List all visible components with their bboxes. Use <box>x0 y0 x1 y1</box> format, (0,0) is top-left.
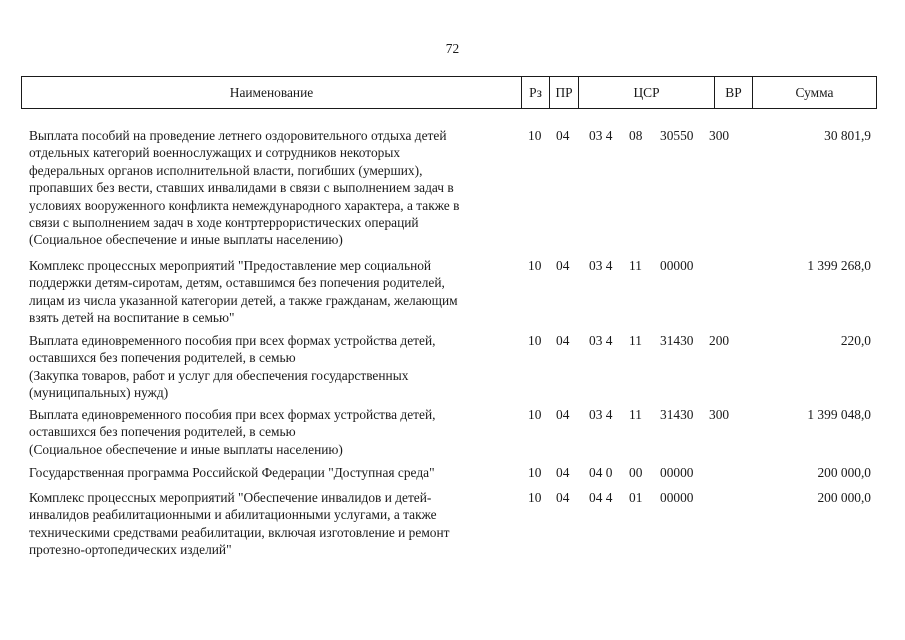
row-name-line: оставшихся без попечения родителей, в семью <box>29 424 296 440</box>
row-csr-sub: 11 <box>629 333 642 348</box>
header-rz: Рз <box>521 77 549 108</box>
row-pr: 04 <box>556 258 570 273</box>
row-name-line: протезно-ортопедических изделий" <box>29 542 232 558</box>
header-vr: ВР <box>714 77 752 108</box>
header-sum: Сумма <box>752 77 876 108</box>
table-row <box>0 257 905 327</box>
table-header <box>21 76 877 109</box>
row-csr-sub: 00 <box>629 465 643 480</box>
row-name-line: техническими средствами реабилитации, включая изготовление и ремонт <box>29 524 450 540</box>
row-rz: 10 <box>528 258 542 273</box>
row-sum: 30 801,9 <box>824 128 871 143</box>
row-rz: 10 <box>528 490 542 505</box>
row-vr: 300 <box>709 128 730 143</box>
table-row <box>0 127 905 249</box>
row-csr-code: 00000 <box>660 465 694 480</box>
row-name-line: инвалидов реабилитационными и абилитационными услугами, а также <box>29 507 437 523</box>
table-row <box>0 489 905 559</box>
row-name-line: (муниципальных) нужд) <box>29 385 169 401</box>
row-name-line: Комплекс процессных мероприятий "Предоставление мер социальной <box>29 258 432 273</box>
row-name-line: Выплата пособий на проведение летнего оздоровительного отдыха детей <box>29 128 447 143</box>
row-pr: 04 <box>556 128 570 143</box>
table-row <box>0 406 905 458</box>
row-sum: 1 399 268,0 <box>807 258 871 273</box>
row-pr: 04 <box>556 333 570 348</box>
row-name-line: федеральных органов исполнительной власти, погибших (умерших), <box>29 162 423 178</box>
row-name-line: условиях вооруженного конфликта немеждународного характера, а также в <box>29 197 460 213</box>
row-name <box>29 489 519 559</box>
row-sum: 220,0 <box>840 333 871 348</box>
row-name-line: (Закупка товаров, работ и услуг для обеспечения государственных <box>29 367 409 383</box>
row-name-line: поддержки детям-сиротам, детям, оставшимся без попечения родителей, <box>29 275 445 291</box>
row-name <box>29 464 519 481</box>
row-csr-sub: 08 <box>629 128 643 143</box>
row-csr-sub: 11 <box>629 407 642 422</box>
row-csr-program: 03 4 <box>589 407 613 422</box>
row-name-line: (Социальное обеспечение и иные выплаты населению) <box>29 232 343 248</box>
row-vr: 200 <box>709 333 730 348</box>
page-number: 72 <box>445 41 460 56</box>
row-vr: 300 <box>709 407 730 422</box>
row-name <box>29 127 519 249</box>
row-name-line: оставшихся без попечения родителей, в семью <box>29 350 296 366</box>
row-name-line: Комплекс процессных мероприятий "Обеспечение инвалидов и детей- <box>29 490 432 505</box>
row-csr-code: 00000 <box>660 258 694 273</box>
row-csr-code: 30550 <box>660 128 694 143</box>
row-name-line: лицам из числа указанной категории детей, а также гражданам, желающим <box>29 292 458 308</box>
row-sum: 1 399 048,0 <box>807 407 871 422</box>
row-name-line: Выплата единовременного пособия при всех формах устройства детей, <box>29 407 436 422</box>
row-csr-code: 31430 <box>660 333 694 348</box>
row-csr-program: 03 4 <box>589 258 613 273</box>
row-name-line: (Социальное обеспечение и иные выплаты населению) <box>29 441 343 457</box>
row-name <box>29 332 519 402</box>
row-sum: 200 000,0 <box>817 490 871 505</box>
row-rz: 10 <box>528 128 542 143</box>
row-pr: 04 <box>556 465 570 480</box>
row-csr-program: 03 4 <box>589 128 613 143</box>
row-csr-code: 00000 <box>660 490 694 505</box>
row-name-line: связи с выполнением задач в ходе контртеррористических операций <box>29 215 419 231</box>
table-row <box>0 464 905 481</box>
row-csr-program: 03 4 <box>589 333 613 348</box>
row-name <box>29 257 519 327</box>
row-rz: 10 <box>528 333 542 348</box>
row-name-line: взять детей на воспитание в семью" <box>29 310 235 326</box>
row-csr-sub: 11 <box>629 258 642 273</box>
row-csr-program: 04 4 <box>589 490 613 505</box>
header-name: Наименование <box>229 85 314 100</box>
row-csr-code: 31430 <box>660 407 694 422</box>
row-pr: 04 <box>556 407 570 422</box>
row-rz: 10 <box>528 407 542 422</box>
row-name-line: пропавших без вести, ставших инвалидами в связи с выполнением задач в <box>29 180 454 196</box>
row-name-line: Выплата единовременного пособия при всех формах устройства детей, <box>29 333 436 348</box>
row-pr: 04 <box>556 490 570 505</box>
row-csr-program: 04 0 <box>589 465 613 480</box>
row-rz: 10 <box>528 465 542 480</box>
header-csr: ЦСР <box>578 77 714 108</box>
row-sum: 200 000,0 <box>817 465 871 480</box>
row-name <box>29 406 519 458</box>
row-name-line: Государственная программа Российской Федерации "Доступная среда" <box>29 465 435 480</box>
table-row <box>0 332 905 402</box>
row-csr-sub: 01 <box>629 490 643 505</box>
header-pr: ПР <box>549 77 578 108</box>
row-name-line: отдельных категорий военнослужащих и сотрудников некоторых <box>29 145 401 161</box>
